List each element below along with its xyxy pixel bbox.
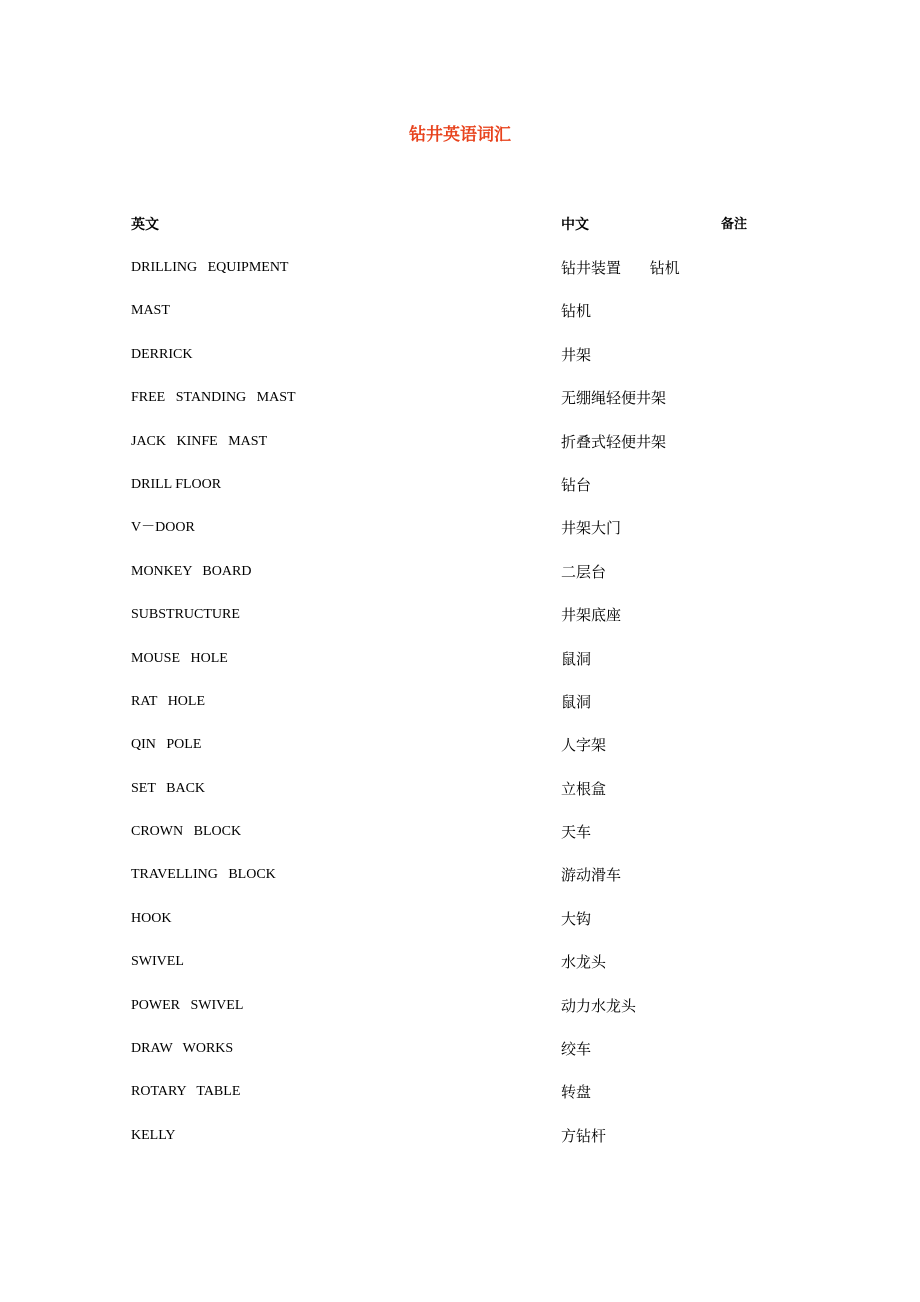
- chinese-term: 鼠洞: [561, 692, 592, 711]
- english-term: RAT HOLE: [131, 693, 206, 709]
- chinese-term: 钻机: [561, 302, 592, 321]
- chinese-term: 方钻杆: [561, 1126, 607, 1145]
- vocabulary-row: [0, 864, 920, 907]
- english-term: DRAW WORKS: [131, 1041, 234, 1057]
- chinese-term: 动力水龙头: [561, 996, 637, 1015]
- english-term: DERRICK: [131, 346, 193, 362]
- chinese-term: 二层台: [561, 562, 607, 581]
- vocabulary-row: [0, 344, 920, 387]
- chinese-column-header: 中文: [561, 217, 589, 233]
- chinese-term: 钻井装置 钻机: [561, 259, 680, 277]
- vocabulary-row: [0, 561, 920, 604]
- chinese-term: 鼠洞: [561, 649, 592, 668]
- vocabulary-row: [0, 431, 920, 474]
- chinese-term: 折叠式轻便井架: [561, 432, 667, 451]
- english-term: QIN POLE: [131, 737, 202, 753]
- english-term: ROTARY TABLE: [131, 1084, 241, 1100]
- vocabulary-row: [0, 604, 920, 647]
- vocabulary-row: [0, 778, 920, 821]
- english-term: SET BACK: [131, 780, 206, 796]
- english-term: MAST: [131, 303, 170, 319]
- chinese-term: 游动滑车: [561, 866, 622, 885]
- vocabulary-row: [0, 257, 920, 300]
- english-term: FREE STANDING MAST: [131, 390, 296, 406]
- chinese-term: 立根盒: [561, 779, 607, 798]
- chinese-term: 绞车: [561, 1040, 592, 1059]
- chinese-term: 井架: [561, 345, 592, 364]
- english-term: MONKEY BOARD: [131, 563, 252, 579]
- english-term: V－DOOR: [131, 520, 195, 536]
- english-term: DRILL FLOOR: [131, 476, 222, 492]
- english-term: SWIVEL: [131, 954, 184, 970]
- vocabulary-row: [0, 1081, 920, 1124]
- table-header: [0, 214, 920, 236]
- vocabulary-row: [0, 1125, 920, 1168]
- english-term: SUBSTRUCTURE: [131, 607, 240, 623]
- vocabulary-row: [0, 474, 920, 517]
- english-term: CROWN BLOCK: [131, 824, 242, 840]
- vocabulary-row: [0, 821, 920, 864]
- chinese-term: 井架底座: [561, 606, 622, 625]
- chinese-term: 大钩: [561, 909, 592, 928]
- english-term: MOUSE HOLE: [131, 650, 228, 666]
- vocabulary-row: [0, 908, 920, 951]
- chinese-term: 井架大门: [561, 519, 622, 538]
- vocabulary-row: [0, 691, 920, 734]
- english-column-header: 英文: [131, 217, 159, 233]
- english-term: JACK KINFE MAST: [131, 433, 268, 449]
- vocabulary-row: [0, 648, 920, 691]
- vocabulary-row: [0, 734, 920, 777]
- chinese-term: 转盘: [561, 1083, 592, 1102]
- vocabulary-row: [0, 387, 920, 430]
- vocabulary-row: [0, 300, 920, 343]
- chinese-term: 水龙头: [561, 953, 607, 972]
- chinese-term: 人字架: [561, 736, 607, 755]
- note-column-header: 备注: [721, 217, 748, 232]
- english-term: POWER SWIVEL: [131, 997, 244, 1013]
- vocabulary-row: [0, 951, 920, 994]
- vocabulary-list: [0, 257, 920, 1168]
- chinese-term: 无绷绳轻便井架: [561, 389, 667, 408]
- english-term: TRAVELLING BLOCK: [131, 867, 276, 883]
- vocabulary-row: [0, 1038, 920, 1081]
- vocabulary-row: [0, 517, 920, 560]
- vocabulary-row: [0, 995, 920, 1038]
- english-term: HOOK: [131, 910, 172, 926]
- chinese-term: 天车: [561, 823, 592, 842]
- chinese-term: 钻台: [561, 475, 592, 494]
- document-title: 钻井英语词汇: [409, 125, 511, 145]
- english-term: DRILLING EQUIPMENT: [131, 260, 289, 275]
- english-term: KELLY: [131, 1127, 176, 1143]
